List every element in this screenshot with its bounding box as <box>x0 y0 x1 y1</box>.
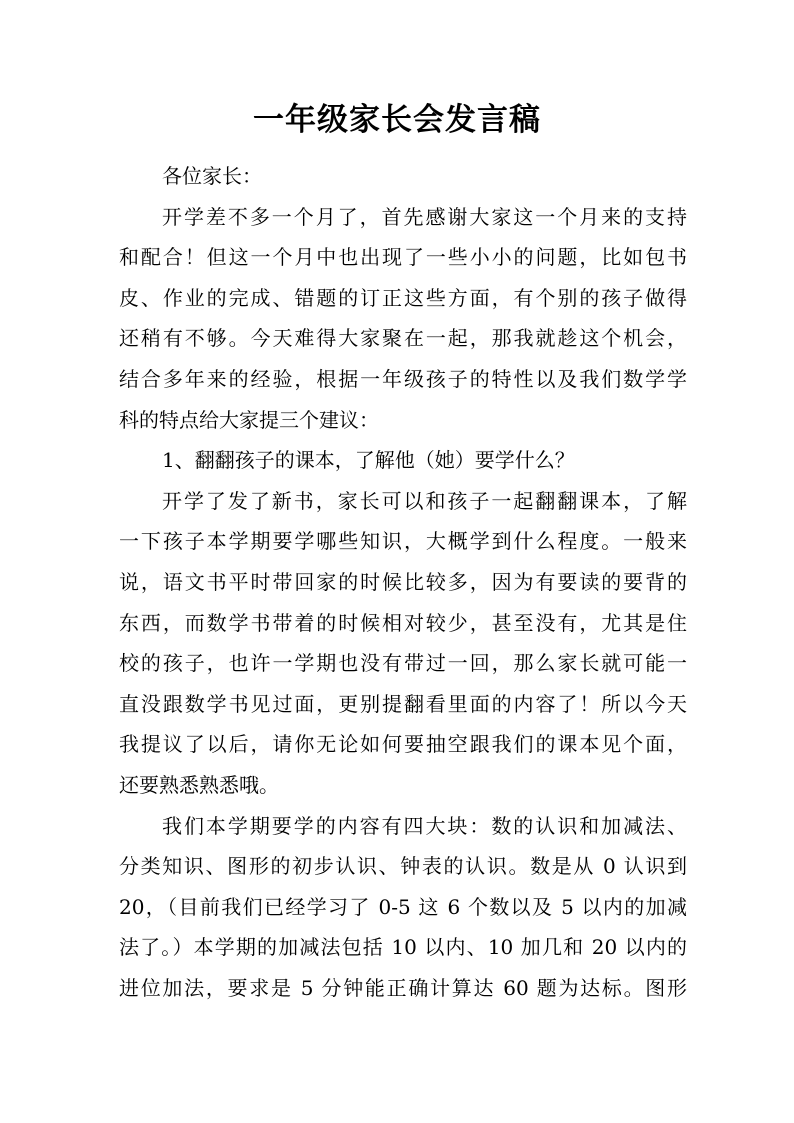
text-line: 我们本学期要学的内容有四大块：数的认识和加减法、 <box>162 813 687 838</box>
text-line: 校的孩子，也许一学期也没有带过一回，那么家长就可能一 <box>119 651 687 676</box>
text-line: 科的特点给大家提三个建议： <box>119 407 379 432</box>
text-line: 和配合！但这一个月中也出现了一些小小的问题，比如包书 <box>119 245 687 270</box>
text-line: 结合多年来的经验，根据一年级孩子的特性以及我们数学学 <box>119 366 687 391</box>
document-body <box>119 156 687 1008</box>
text-line: 还要熟悉熟悉哦。 <box>119 772 279 797</box>
text-line: 20，（目前我们已经学习了 0-5 这 6 个数以及 5 以内的加减 <box>119 894 687 919</box>
text-line: 直没跟数学书见过面，更别提翻看里面的内容了！所以今天 <box>119 691 687 716</box>
text-line: 一下孩子本学期要学哪些知识，大概学到什么程度。一般来 <box>119 529 687 554</box>
text-line: 各位家长： <box>162 164 262 188</box>
text-line: 皮、作业的完成、错题的订正这些方面，有个别的孩子做得 <box>119 285 687 310</box>
text-line: 还稍有不够。今天难得大家聚在一起，那我就趁这个机会， <box>119 326 687 351</box>
text-line: 开学差不多一个月了，首先感谢大家这一个月来的支持 <box>162 204 687 229</box>
text-line: 法了。）本学期的加减法包括 10 以内、10 加几和 20 以内的 <box>119 935 687 960</box>
text-line: 进位加法，要求是 5 分钟能正确计算达 60 题为达标。图形 <box>119 975 687 1000</box>
text-line: 分类知识、图形的初步认识、钟表的认识。数是从 0 认识到 <box>119 854 687 879</box>
text-line: 开学了发了新书，家长可以和孩子一起翻翻课本，了解 <box>162 488 687 513</box>
document-title: 一年级家长会发言稿 <box>253 102 541 138</box>
text-line: 1、翻翻孩子的课本，了解他（她）要学什么？ <box>162 448 575 473</box>
text-line: 东西，而数学书带着的时候相对较少，甚至没有，尤其是住 <box>119 610 687 635</box>
text-line: 说，语文书平时带回家的时候比较多，因为有要读的要背的 <box>119 569 687 594</box>
text-line: 我提议了以后，请你无论如何要抽空跟我们的课本见个面， <box>119 732 687 757</box>
